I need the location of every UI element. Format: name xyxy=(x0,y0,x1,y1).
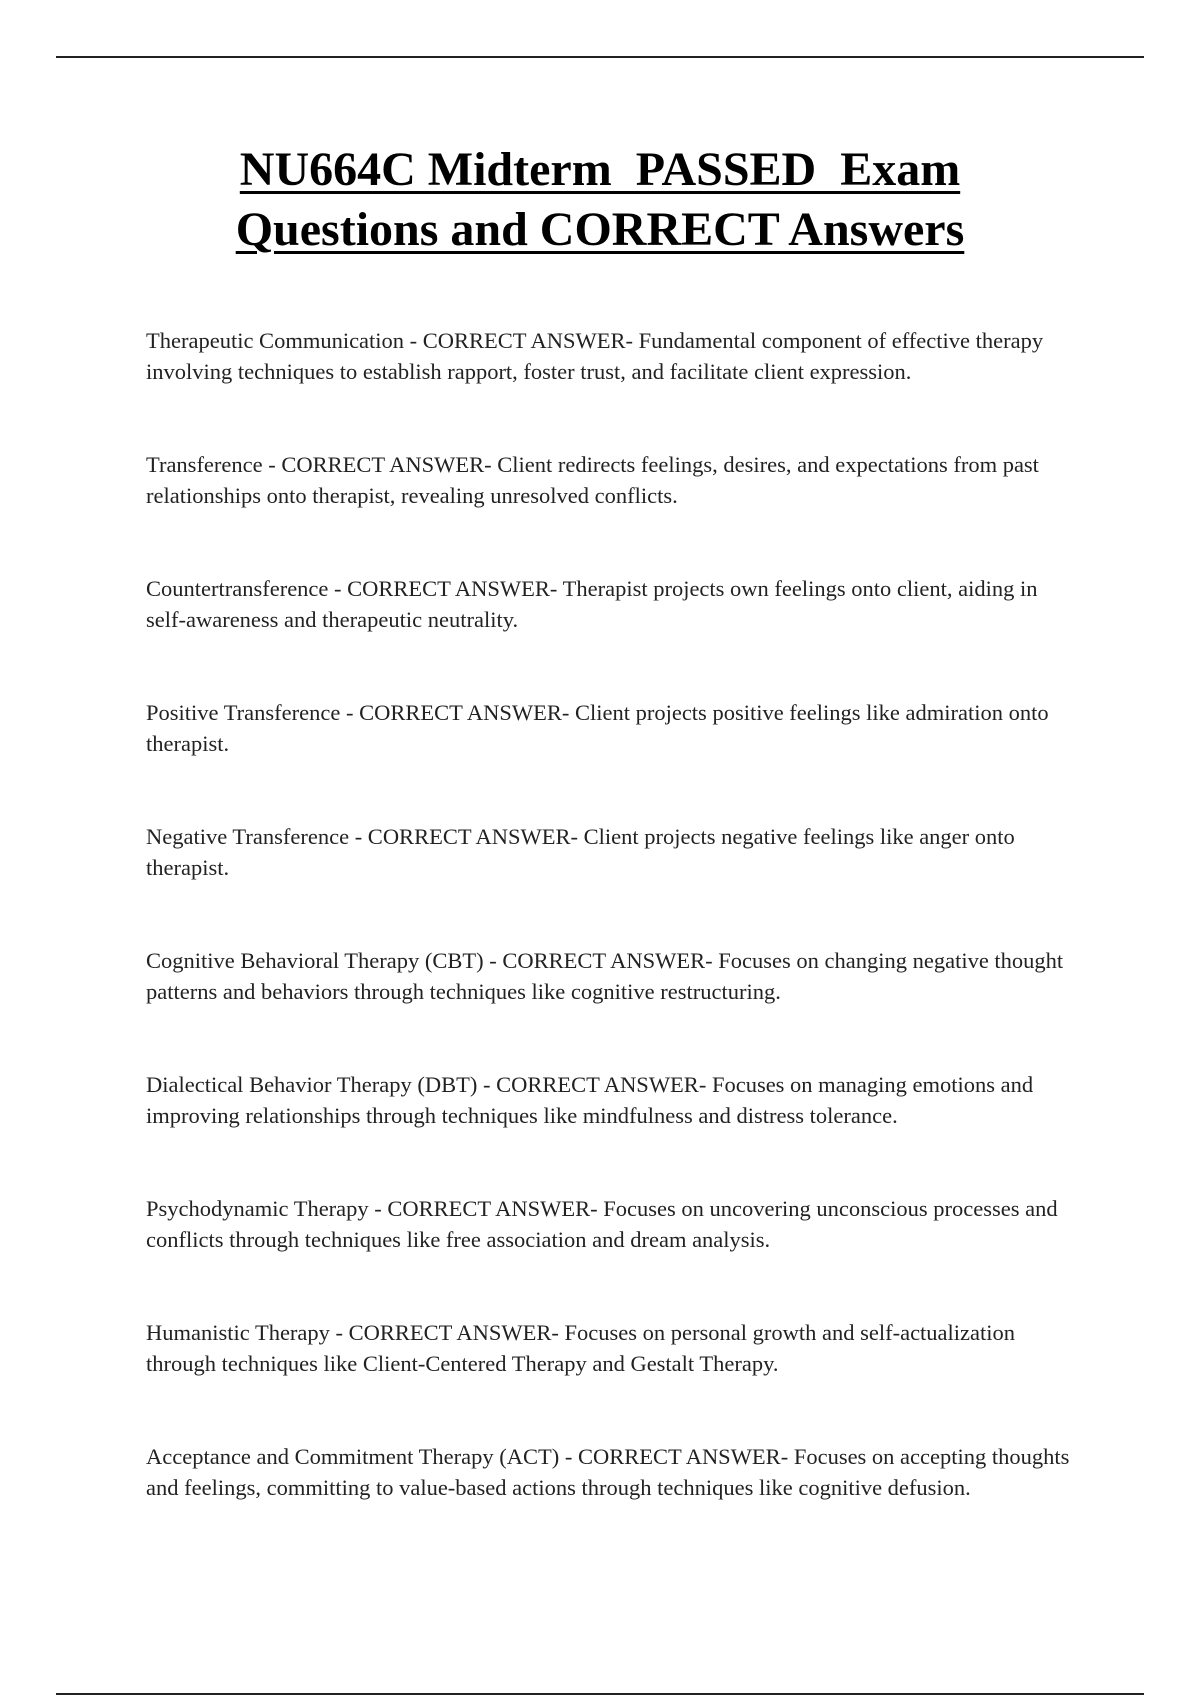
entry-term: Therapeutic Communication xyxy=(146,328,405,353)
qa-entry-countertransference xyxy=(146,573,1076,635)
qa-list xyxy=(146,325,1076,1565)
entry-separator: - CORRECT ANSWER- xyxy=(404,328,639,353)
entry-answer: Client redirects feelings, desires, and expectations from past relationships onto therapist, revealing unresolved conflicts. xyxy=(146,452,1039,508)
entry-term: Countertransference xyxy=(146,576,329,601)
qa-entry-dbt xyxy=(146,1069,1076,1131)
qa-entry-therapeutic-communication xyxy=(146,325,1076,387)
entry-separator: - CORRECT ANSWER- xyxy=(262,452,498,477)
bottom-rule xyxy=(56,1693,1144,1695)
entry-separator: - CORRECT ANSWER- xyxy=(483,948,719,973)
qa-entry-psychodynamic-therapy xyxy=(146,1193,1076,1255)
entry-answer: Client projects negative feelings like anger onto therapist. xyxy=(146,824,1015,880)
entry-term: Acceptance and Commitment Therapy (ACT) xyxy=(146,1444,560,1469)
qa-entry-negative-transference xyxy=(146,821,1076,883)
qa-entry-cbt xyxy=(146,945,1076,1007)
entry-separator: - CORRECT ANSWER- xyxy=(368,1196,604,1221)
qa-entry-transference xyxy=(146,449,1076,511)
qa-entry-humanistic-therapy xyxy=(146,1317,1076,1379)
entry-separator: - CORRECT ANSWER- xyxy=(328,576,563,601)
entry-separator: - CORRECT ANSWER- xyxy=(559,1444,794,1469)
entry-term: Dialectical Behavior Therapy (DBT) xyxy=(146,1072,478,1097)
qa-entry-positive-transference xyxy=(146,697,1076,759)
page-title xyxy=(0,140,1200,260)
entry-answer: Focuses on personal growth and self-actualization through techniques like Client-Centered Therapy and Gestalt Therapy. xyxy=(146,1320,1016,1376)
entry-term: Cognitive Behavioral Therapy (CBT) xyxy=(146,948,484,973)
entry-answer: Focuses on uncovering unconscious processes and conflicts through techniques like free association and dream analysis. xyxy=(146,1196,1058,1252)
entry-answer: Focuses on accepting thoughts and feelings, committing to value-based actions through techniques like cognitive defusion. xyxy=(146,1444,1070,1500)
entry-separator: - CORRECT ANSWER- xyxy=(349,824,584,849)
qa-entry-act xyxy=(146,1441,1076,1503)
entry-answer: Client projects positive feelings like admiration onto therapist. xyxy=(146,700,1049,756)
top-rule xyxy=(56,56,1144,58)
entry-term: Negative Transference xyxy=(146,824,350,849)
entry-answer: Focuses on managing emotions and improving relationships through techniques like mindfulness and distress tolerance. xyxy=(146,1072,1034,1128)
title-line-2: Questions and CORRECT Answers xyxy=(235,203,965,256)
entry-term: Psychodynamic Therapy xyxy=(146,1196,369,1221)
entry-separator: - CORRECT ANSWER- xyxy=(477,1072,712,1097)
entry-answer: Focuses on changing negative thought patterns and behaviors through techniques like cognitive restructuring. xyxy=(146,948,1064,1004)
entry-answer: Fundamental component of effective therapy involving techniques to establish rapport, foster trust, and facilitate client expression. xyxy=(146,328,1044,384)
entry-separator: - CORRECT ANSWER- xyxy=(329,1320,565,1345)
entry-answer: Therapist projects own feelings onto client, aiding in self-awareness and therapeutic neutrality. xyxy=(146,576,1038,632)
title-line-1: NU664C Midterm PASSED Exam xyxy=(239,143,961,196)
entry-term: Positive Transference xyxy=(146,700,341,725)
entry-term: Humanistic Therapy xyxy=(146,1320,330,1345)
entry-term: Transference xyxy=(146,452,263,477)
entry-separator: - CORRECT ANSWER- xyxy=(340,700,575,725)
